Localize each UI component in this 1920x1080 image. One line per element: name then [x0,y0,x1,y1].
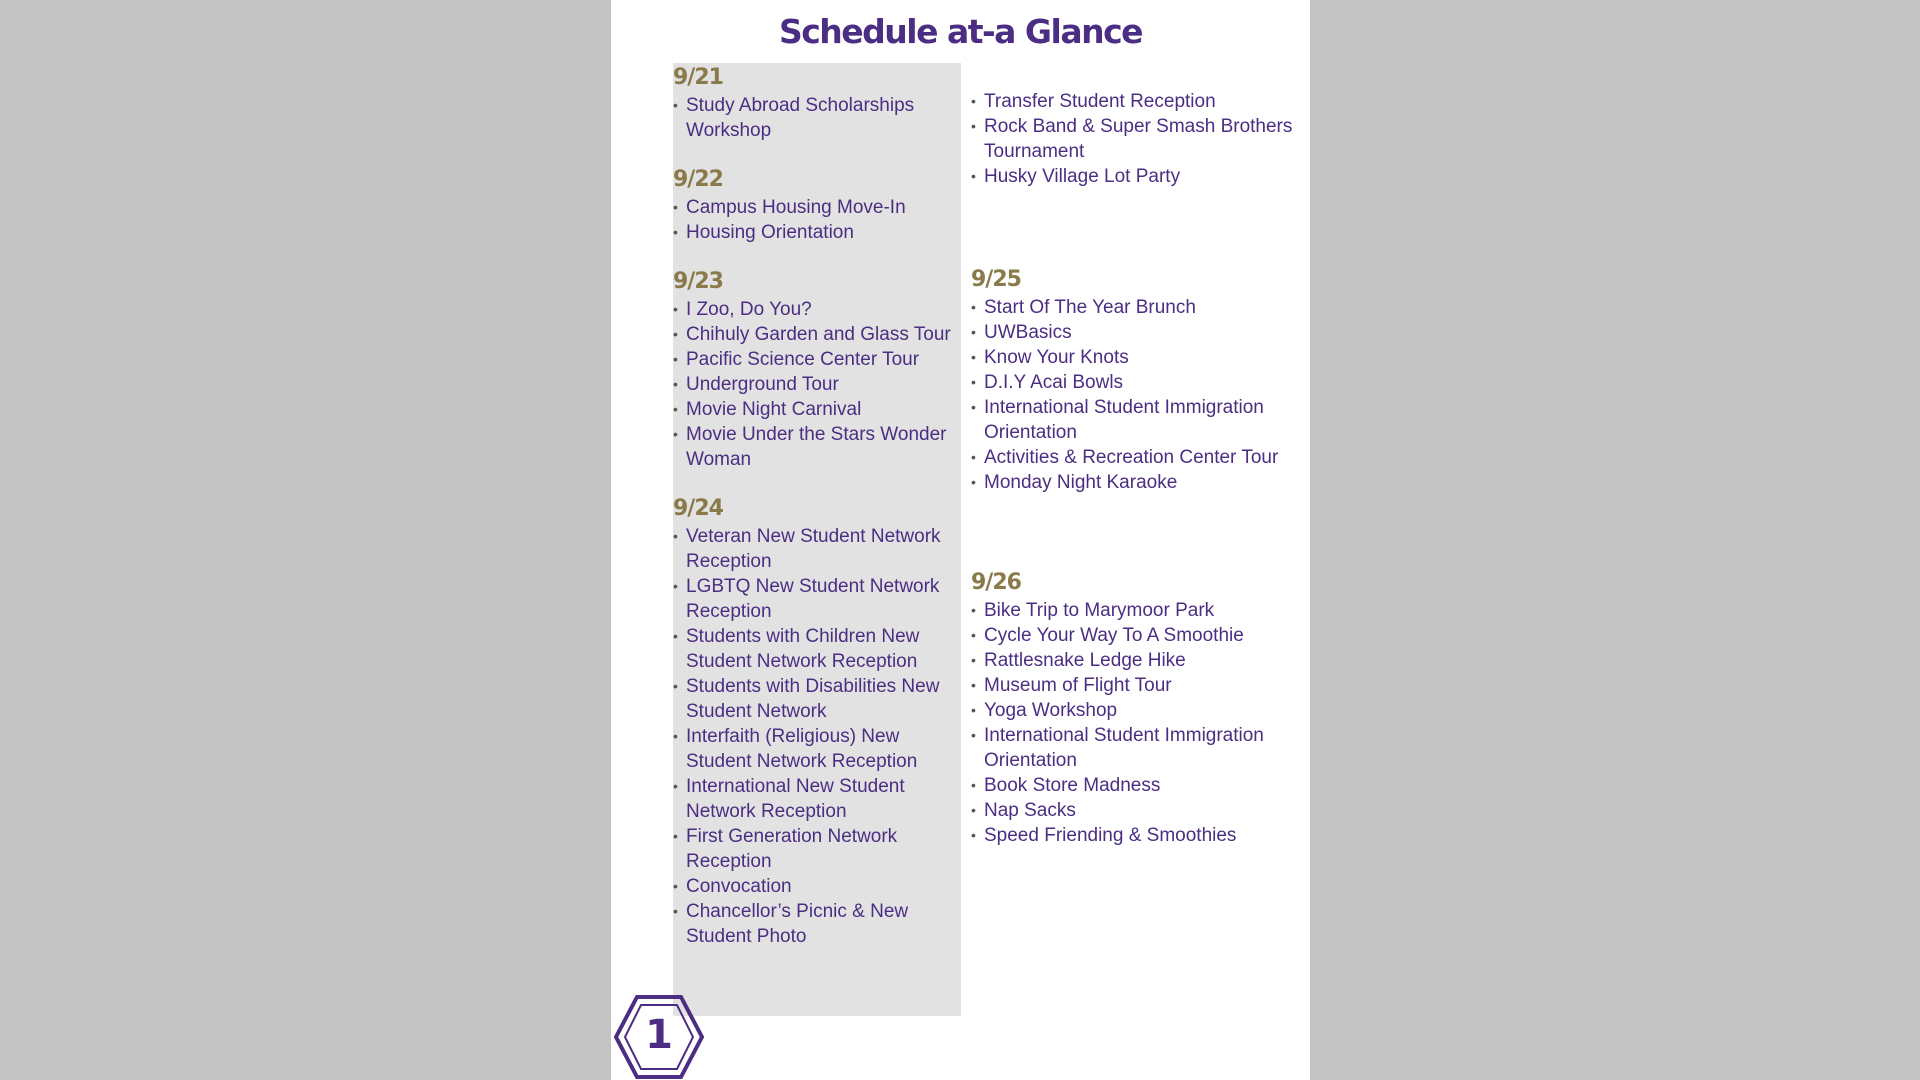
event-list [673,93,961,143]
day-date: 9/26 [971,570,1021,595]
event-item: • Know Your Knots [971,345,1301,370]
event-item: • Chancellor’s Picnic & New Student Photo [673,899,961,949]
event-item: • Museum of Flight Tour [971,673,1301,698]
event-item: • Bike Trip to Marymoor Park [971,598,1301,623]
day-date: 9/21 [673,65,723,90]
event-item: • Activities & Recreation Center Tour [971,445,1301,470]
page-number: 1 [645,1012,673,1058]
day-section [971,267,1301,495]
event-item: • International Student Immigration Orientation [971,723,1301,773]
day-date: 9/24 [673,496,723,521]
event-item: • Pacific Science Center Tour [673,347,961,372]
event-item: • Nap Sacks [971,798,1301,823]
event-item: • D.I.Y Acai Bowls [971,370,1301,395]
event-item: • Interfaith (Religious) New Student Network Reception [673,724,961,774]
right-column-continued [971,89,1301,189]
day-section [673,269,961,472]
page-title: Schedule at-a Glance [778,12,1143,51]
event-list [971,295,1301,495]
event-item: • International Student Immigration Orientation [971,395,1301,445]
event-item: • Book Store Madness [971,773,1301,798]
event-item: • Monday Night Karaoke [971,470,1301,495]
day-section [971,570,1301,848]
event-list [673,297,961,472]
left-column [673,65,961,973]
day-date: 9/25 [971,267,1021,292]
event-item: • Convocation [673,874,961,899]
event-list [971,89,1301,189]
event-item: • International New Student Network Reception [673,774,961,824]
day-section [673,167,961,245]
event-item: • Yoga Workshop [971,698,1301,723]
event-item: • Students with Children New Student Network Reception [673,624,961,674]
event-item: • Study Abroad Scholarships Workshop [673,93,961,143]
event-item: • UWBasics [971,320,1301,345]
event-item: • Movie Night Carnival [673,397,961,422]
event-item: • Movie Under the Stars Wonder Woman [673,422,961,472]
event-item: • Speed Friending & Smoothies [971,823,1301,848]
event-item: • Students with Disabilities New Student Network [673,674,961,724]
day-section [673,65,961,143]
day-date: 9/23 [673,269,723,294]
event-item: • Rattlesnake Ledge Hike [971,648,1301,673]
page-number-badge [613,994,705,1080]
event-list [673,195,961,245]
event-item: • Husky Village Lot Party [971,164,1301,189]
event-item: • Start Of The Year Brunch [971,295,1301,320]
event-list [673,524,961,949]
event-item: • I Zoo, Do You? [673,297,961,322]
event-item: • LGBTQ New Student Network Reception [673,574,961,624]
event-item: • Chihuly Garden and Glass Tour [673,322,961,347]
event-item: • Campus Housing Move-In [673,195,961,220]
event-item: • Underground Tour [673,372,961,397]
event-item: • Rock Band & Super Smash Brothers Tournament [971,114,1301,164]
event-list [971,598,1301,848]
day-section [673,496,961,949]
schedule-page [611,0,1310,1080]
event-item: • Cycle Your Way To A Smoothie [971,623,1301,648]
event-item: • Transfer Student Reception [971,89,1301,114]
event-item: • Housing Orientation [673,220,961,245]
day-date: 9/22 [673,167,723,192]
event-item: • First Generation Network Reception [673,824,961,874]
event-item: • Veteran New Student Network Reception [673,524,961,574]
